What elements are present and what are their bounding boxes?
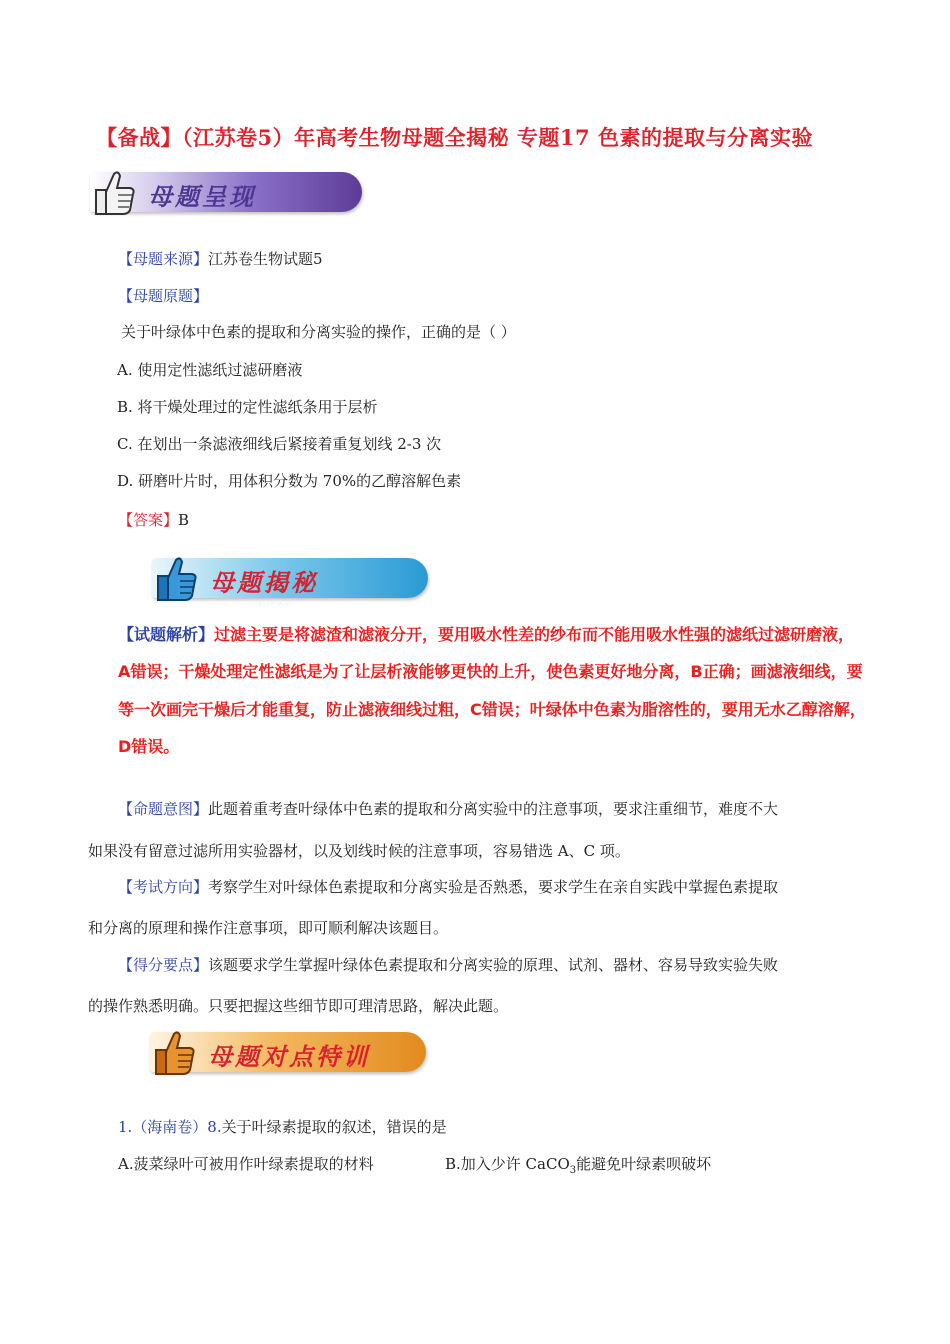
analysis-line-1: 【试题解析】过滤主要是将滤渣和滤液分开，要用吸水性差的纱布而不能用吸水性强的滤纸过滤研磨液，: [118, 625, 855, 644]
answer-text: B: [178, 511, 190, 529]
practice-question-1: [118, 1116, 447, 1137]
analysis-line-4: D错误。: [118, 737, 180, 756]
scoring-line-2: 的操作熟悉明确。只要把握这些细节即可理清思路，解决此题。: [88, 997, 509, 1015]
thumbs-up-icon: [146, 550, 202, 606]
practice-q1-text: 关于叶绿素提取的叙述，错误的是: [221, 1118, 447, 1136]
source-text: 江苏卷生物试题5: [208, 250, 323, 268]
direction-line-2: 和分离的原理和操作注意事项，即可顺利解决该题目。: [88, 919, 449, 937]
option-a: A. 使用定性滤纸过滤研磨液: [117, 361, 303, 379]
banner-title: 母题对点特训: [208, 1043, 370, 1071]
banner-title: 母题呈现: [148, 183, 256, 211]
page-title: 【备战】（江苏卷5）年高考生物母题全揭秘 专题17 色素的提取与分离实验: [96, 125, 813, 150]
answer-line: [118, 509, 189, 530]
original-label: 【母题原题】: [118, 287, 209, 305]
direction-line-1: 【考试方向】考察学生对叶绿体色素提取和分离实验是否熟悉，要求学生在亲自实践中掌握色素提取: [118, 878, 779, 896]
section-banner-practice: [150, 1032, 426, 1072]
scoring-line-1: 【得分要点】该题要求学生掌握叶绿体色素提取和分离实验的原理、试剂、器材、容易导致实验失败: [118, 956, 779, 974]
analysis-line-3: 等一次画完干燥后才能重复，防止滤液细线过粗，C错误；叶绿体中色素为脂溶性的，要用无水乙醇溶解，: [118, 700, 866, 719]
answer-label: 【答案】: [118, 511, 179, 529]
option-d: D. 研磨叶片时，用体积分数为 70%的乙醇溶解色素: [117, 472, 462, 490]
scoring-label: 【得分要点】: [118, 956, 209, 974]
question-text: 关于叶绿体中色素的提取和分离实验的操作，正确的是（ ）: [121, 323, 516, 341]
practice-option-a: A.菠菜绿叶可被用作叶绿素提取的材料: [118, 1155, 374, 1173]
source-label: 【母题来源】: [118, 250, 209, 268]
intent-line-1: 【命题意图】此题着重考查叶绿体中色素的提取和分离实验中的注意事项，要求注重细节，难度不大: [118, 800, 779, 818]
direction-label: 【考试方向】: [118, 878, 209, 896]
section-banner-presentation: [90, 172, 362, 212]
analysis-line-2: A错误；干燥处理定性滤纸是为了让层析液能够更快的上升，使色素更好地分离，B正确；画滤液细线，要: [118, 662, 863, 681]
source-line: [118, 248, 323, 269]
thumbs-up-icon: [144, 1024, 200, 1080]
practice-q1-label: 1.（海南卷）8.: [118, 1118, 222, 1136]
intent-label: 【命题意图】: [118, 800, 209, 818]
analysis-label: 【试题解析】: [118, 625, 215, 644]
intent-line-2: 如果没有留意过滤所用实验器材，以及划线时候的注意事项，容易错选 A、C 项。: [88, 842, 630, 860]
banner-title: 母题揭秘: [210, 569, 318, 597]
option-b: B. 将干燥处理过的定性滤纸条用于层析: [117, 398, 378, 416]
option-c: C. 在划出一条滤液细线后紧接着重复划线 2-3 次: [117, 435, 442, 453]
section-banner-reveal: [152, 558, 428, 598]
thumbs-up-icon: [84, 164, 140, 220]
practice-option-b: B.加入少许 CaCO$_3$能避免叶绿素呗破坏: [445, 1155, 712, 1176]
